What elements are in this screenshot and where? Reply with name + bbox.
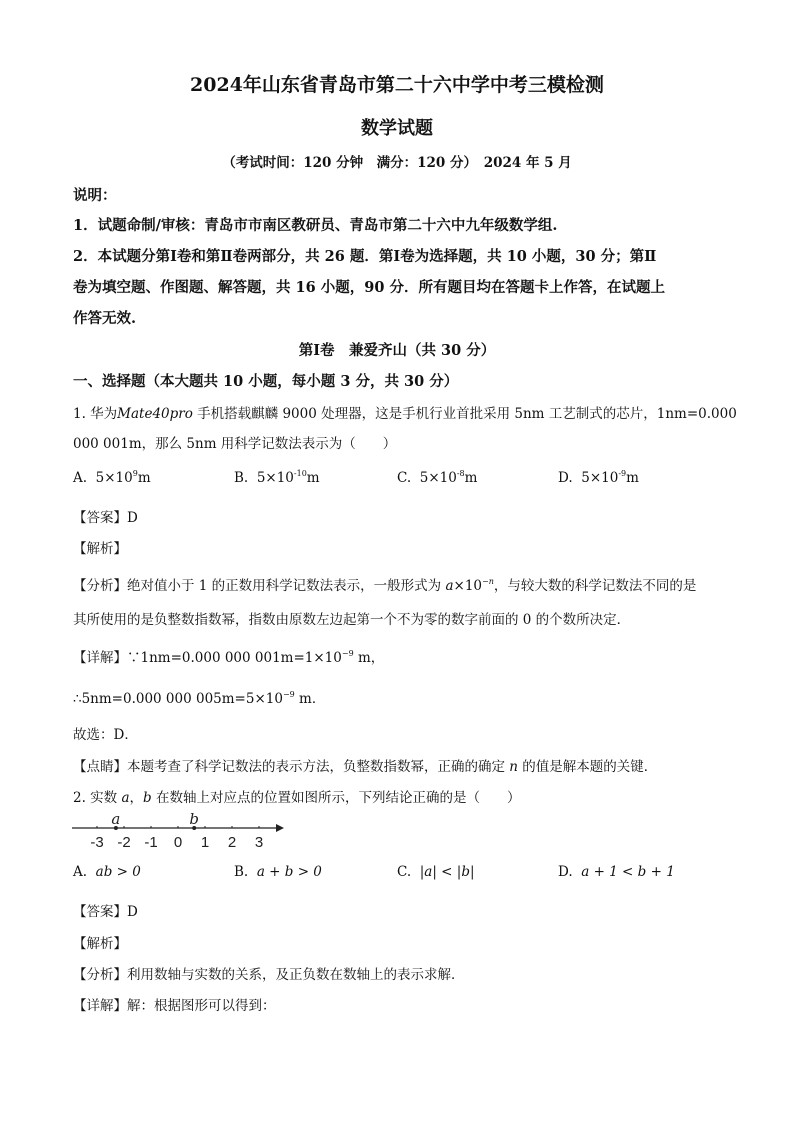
number-line-figure bbox=[70, 808, 290, 854]
answer-value: D bbox=[127, 510, 138, 526]
dianjing-tag: 【点睛】 bbox=[73, 759, 127, 775]
q2-detail: 【详解】解：根据图形可以得到： bbox=[73, 998, 276, 1014]
option-label: B. bbox=[234, 470, 249, 486]
volume-title: 第Ⅰ卷 兼爱齐山（共 30 分） bbox=[298, 342, 496, 359]
q1-option-a[interactable]: A. $5\times 10^9m$ bbox=[73, 469, 151, 486]
answer-value: D bbox=[127, 904, 138, 920]
q1-detail-line-2: ∴5nm=0.000 000 $005m=5\times 10^{-9}$ m． bbox=[73, 690, 326, 707]
q2-answer bbox=[73, 900, 138, 920]
notes-item-2-line-2: 卷为填空题、作图题、解答题，共 16 小题，90 分．所有题目均在答题卡上作答，在试题上 bbox=[73, 279, 665, 296]
answer-tag: 【答案】 bbox=[73, 510, 127, 526]
number-line-tick-label: -1 bbox=[144, 834, 158, 851]
q1-option-c[interactable]: C. $5\times 10^{-8}m$ bbox=[397, 469, 478, 486]
number-line-point-label-b: b bbox=[189, 810, 200, 828]
option-label: C. bbox=[397, 864, 412, 880]
q2-option-a[interactable]: A. ab > 0 bbox=[73, 864, 141, 880]
q1-analysis-tag: 【解析】 bbox=[73, 541, 127, 557]
number-line-tick-label: -2 bbox=[117, 834, 131, 851]
notes-item-1: 1．试题命制/审核：青岛市市南区教研员、青岛市第二十六中九年级数学组. bbox=[73, 217, 558, 234]
option-label: A. bbox=[73, 470, 88, 486]
number-line-tick-label: 2 bbox=[227, 834, 237, 851]
q2-stem: 2. 实数 a，b 在数轴上对应点的位置如图所示，下列结论正确的是（ ） bbox=[73, 790, 521, 806]
q1-option-b[interactable]: B. $5\times 10^{-10}m$ bbox=[234, 469, 320, 486]
number-line-arrow bbox=[276, 824, 284, 832]
q2-fenxi: 【分析】利用数轴与实数的关系，及正负数在数轴上的表示求解． bbox=[73, 967, 465, 983]
fenxi-tag: 【分析】 bbox=[73, 578, 127, 594]
q1-detail-line-1: 【详解】∵1nm=0.000 000 $001m=1\times 10^{-9}$ m， bbox=[73, 649, 385, 666]
exam-title: 2024年山东省青岛市第二十六中学中考三模检测 bbox=[190, 74, 604, 96]
option-label: B. bbox=[234, 864, 249, 880]
q2-option-d[interactable]: D. a + 1 < b + 1 bbox=[558, 864, 675, 880]
part-title: 一、选择题（本大题共 10 小题，每小题 3 分，共 30 分） bbox=[73, 373, 459, 390]
detail-tag: 【详解】 bbox=[73, 650, 127, 666]
q2-option-c[interactable]: C. |a| < |b| bbox=[397, 864, 475, 880]
number-line-tick-label: 0 bbox=[173, 834, 183, 851]
q1-answer bbox=[73, 506, 138, 526]
answer-tag: 【答案】 bbox=[73, 904, 127, 920]
option-label: D. bbox=[558, 470, 573, 486]
q1-option-d[interactable]: D. $5\times 10^{-9}m$ bbox=[558, 469, 639, 486]
number-line-point-label-a: a bbox=[111, 810, 121, 828]
exam-info: （考试时间：120 分钟 满分：120 分） 2024 年 5 月 bbox=[222, 155, 572, 171]
q2-option-b[interactable]: B. a + b > 0 bbox=[234, 864, 322, 880]
number-line-tick-label: 3 bbox=[254, 834, 264, 851]
number-line-tick-label: 1 bbox=[200, 834, 210, 851]
option-label: A. bbox=[73, 864, 88, 880]
q1-stem-line-1 bbox=[73, 402, 737, 422]
q1-choose: 故选：D． bbox=[73, 727, 138, 743]
q1-fenxi-line-1: 【分析】绝对值小于 1 的正数用科学记数法表示，一般形式为 $a\times 10^{-n}$，与较大数的科学记数法不同的是 bbox=[73, 577, 697, 594]
detail-tag: 【详解】 bbox=[73, 998, 127, 1014]
notes-label: 说明： bbox=[73, 187, 117, 204]
number-line-tick-label: -3 bbox=[90, 834, 104, 851]
q1-stem-line-2: 000 001m，那么 5nm 用科学记数法表示为（ ） bbox=[73, 436, 397, 452]
q2-analysis-tag: 【解析】 bbox=[73, 936, 127, 952]
q1-model-name: Mate40pro bbox=[117, 406, 193, 422]
q1-number: 1. 华为 bbox=[73, 406, 118, 422]
exam-subtitle: 数学试题 bbox=[361, 118, 433, 139]
notes-item-2-line-1: 2．本试题分第Ⅰ卷和第Ⅱ卷两部分，共 26 题．第Ⅰ卷为选择题，共 10 小题，30 分；第Ⅱ bbox=[73, 248, 657, 265]
notes-item-2-line-3: 作答无效. bbox=[73, 310, 137, 327]
q1-dianjing: 【点睛】本题考查了科学记数法的表示方法，负整数指数幂，正确的确定 n 的值是解本题的关键． bbox=[73, 759, 658, 775]
q1-fenxi-line-2: 其所使用的是负整数指数幂，指数由原数左边起第一个不为零的数字前面的 0 的个数所决定． bbox=[73, 612, 631, 628]
option-label: C. bbox=[397, 470, 412, 486]
q1-stem-rest: 手机搭载麒麟 9000 处理器，这是手机行业首批采用 5nm 工艺制式的芯片，1nm=0.000 bbox=[192, 406, 737, 422]
option-label: D. bbox=[558, 864, 573, 880]
fenxi-tag: 【分析】 bbox=[73, 967, 127, 983]
